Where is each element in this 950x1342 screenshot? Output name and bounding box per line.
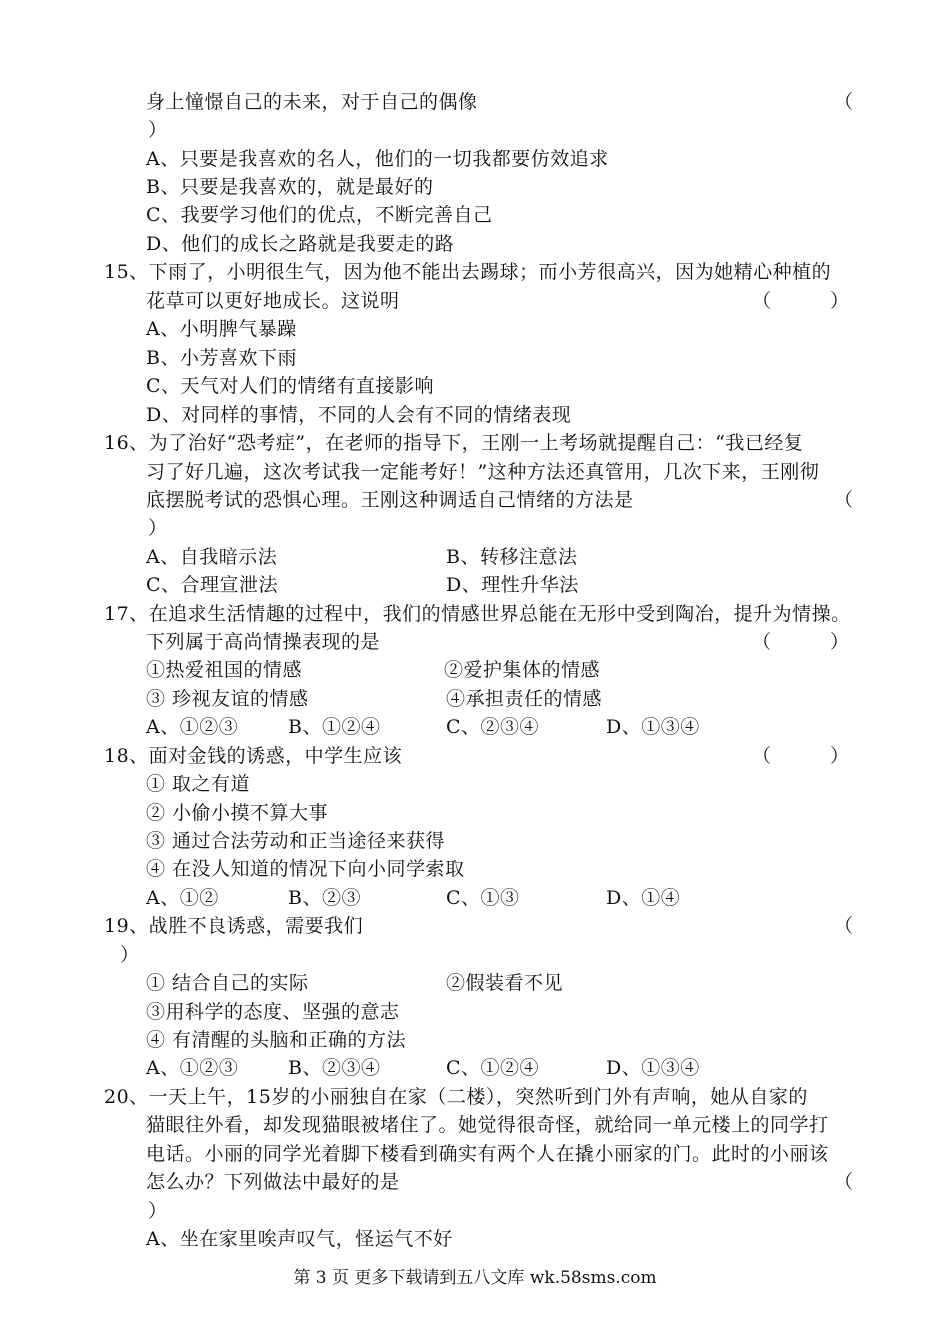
- text-line: （ ）: [752, 631, 850, 653]
- text-line: A、①②: [146, 887, 219, 909]
- text-line: 16、为了治好“恐考症”，在老师的指导下，王刚一上考场就提醒自己：“我已经复: [104, 432, 804, 454]
- text-line: A、自我暗示法: [146, 546, 278, 568]
- text-line: ）: [120, 944, 140, 966]
- text-line: C、合理宣泄法: [146, 574, 279, 596]
- text-line: （: [834, 91, 854, 113]
- text-line: B、②③④: [288, 1057, 381, 1079]
- text-line: ③用科学的态度、坚强的意志: [146, 1001, 400, 1023]
- text-line: ③ 珍视友谊的情感: [146, 688, 309, 710]
- text-line: ）: [148, 517, 168, 539]
- text-line: 15、下雨了，小明很生气，因为他不能出去踢球；而小芳很高兴，因为她精心种植的: [104, 261, 832, 283]
- text-line: 底摆脱考试的恐惧心理。王刚这种调适自己情绪的方法是: [146, 489, 634, 511]
- text-line: （: [834, 489, 854, 511]
- text-line: D、①③④: [606, 1057, 700, 1079]
- text-line: B、①②④: [288, 716, 381, 738]
- text-line: B、②③: [288, 887, 361, 909]
- text-line: C、②③④: [446, 716, 540, 738]
- text-line: 17、在追求生活情趣的过程中，我们的情感世界总能在无形中受到陶冶，提升为情操。: [104, 603, 851, 625]
- text-line: ① 取之有道: [146, 773, 251, 795]
- text-line: 花草可以更好地成长。这说明: [146, 290, 400, 312]
- text-line: D、理性升华法: [446, 574, 579, 596]
- text-line: （ ）: [752, 745, 850, 767]
- text-line: 习了好几遍，这次考试我一定能考好！”这种方法还真管用，几次下来，王刚彻: [146, 461, 820, 483]
- text-line: 下列属于高尚情操表现的是: [146, 631, 381, 653]
- text-line: 19、战胜不良诱惑，需要我们: [104, 915, 364, 937]
- text-line: D、①③④: [606, 716, 700, 738]
- text-line: A、只要是我喜欢的名人，他们的一切我都要仿效追求: [146, 148, 609, 170]
- text-line: A、坐在家里唉声叹气，怪运气不好: [146, 1228, 453, 1250]
- text-line: ④ 在没人知道的情况下向小同学索取: [146, 858, 465, 880]
- text-line: （: [834, 1171, 854, 1193]
- text-line: ②爱护集体的情感: [444, 659, 601, 681]
- text-line: 18、面对金钱的诱惑，中学生应该: [104, 745, 403, 767]
- text-line: C、①③: [446, 887, 520, 909]
- text-line: ）: [148, 1200, 168, 1222]
- text-line: C、①②④: [446, 1057, 540, 1079]
- text-line: D、他们的成长之路就是我要走的路: [146, 233, 455, 255]
- text-line: D、对同样的事情，不同的人会有不同的情绪表现: [146, 404, 572, 426]
- text-line: ④承担责任的情感: [446, 688, 603, 710]
- text-line: 猫眼往外看，却发现猫眼被堵住了。她觉得很奇怪，就给同一单元楼上的同学打: [146, 1114, 829, 1136]
- text-line: A、①②③: [146, 1057, 239, 1079]
- text-line: 电话。小丽的同学光着脚下楼看到确实有两个人在撬小丽家的门。此时的小丽该: [146, 1143, 829, 1165]
- text-line: （ ）: [752, 290, 850, 312]
- text-line: ③ 通过合法劳动和正当途径来获得: [146, 830, 446, 852]
- text-line: ②假装看不见: [446, 972, 564, 994]
- text-line: 怎么办？下列做法中最好的是: [146, 1171, 400, 1193]
- text-line: C、我要学习他们的优点，不断完善自己: [146, 204, 493, 226]
- page-footer: 第 3 页 更多下载请到五八文库 wk.58sms.com: [293, 1268, 657, 1288]
- text-line: A、①②③: [146, 716, 239, 738]
- text-line: B、小芳喜欢下雨: [146, 347, 297, 369]
- text-line: ② 小偷小摸不算大事: [146, 802, 329, 824]
- text-line: A、小明脾气暴躁: [146, 318, 297, 340]
- text-line: ①热爱祖国的情感: [146, 659, 303, 681]
- text-line: （: [834, 915, 854, 937]
- text-line: 20、一天上午，15岁的小丽独自在家（二楼），突然听到门外有声响，她从自家的: [104, 1086, 808, 1108]
- text-line: D、①④: [606, 887, 681, 909]
- text-line: B、只要是我喜欢的，就是最好的: [146, 176, 434, 198]
- text-line: B、转移注意法: [446, 546, 578, 568]
- text-line: C、天气对人们的情绪有直接影响: [146, 375, 435, 397]
- text-line: ④ 有清醒的头脑和正确的方法: [146, 1029, 407, 1051]
- text-line: ）: [148, 119, 168, 141]
- text-line: 身上憧憬自己的未来，对于自己的偶像: [146, 91, 478, 113]
- text-line: ① 结合自己的实际: [146, 972, 309, 994]
